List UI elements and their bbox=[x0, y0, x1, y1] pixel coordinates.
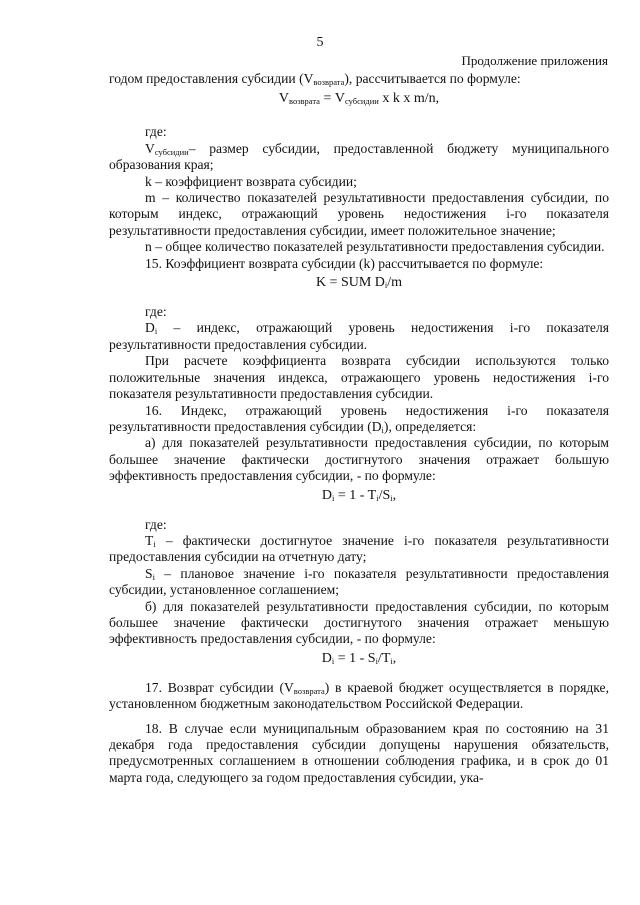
definition-v-subsidii: $V_{субсидии}-$ размер субсидии, предоставленной бюджету муниципального образования края; bbox=[109, 140, 609, 173]
paragraph-17: 17. Возврат субсидии $(V_{возврата})$ в краевой бюджет осуществляется в порядке, установленном бюджетным законодательством Российской Федерации. bbox=[109, 679, 609, 712]
paragraph-16b: б) для показателей результативности предоставления субсидии, по которым большее значение фактически достигнутого значения отражает меньшую эффективность предоставления субсидии, - по формуле: bbox=[109, 598, 609, 647]
page-number: 5 bbox=[316, 35, 324, 50]
where-label: где: bbox=[145, 516, 167, 532]
paragraph-positive-values: При расчете коэффициента возврата субсидии используются только положительные значения индекса, отражающего уровень недостижения i-го показателя результативности предоставления субсидии. bbox=[109, 353, 609, 402]
definition-s: $S_i$ – плановое значение i-го показателя результативности предоставления субсидии, установленное соглашением; bbox=[109, 565, 609, 598]
definition-t: $T_i$ – фактически достигнутое значение i-го показателя результативности предоставления субсидии на отчетную дату; bbox=[109, 532, 609, 565]
definition-k: k – коэффициент возврата субсидии; bbox=[145, 173, 357, 189]
formula-d-a: $D_i = 1 - T_i/S_i$, bbox=[321, 487, 397, 503]
paragraph-16: 16. Индекс, отражающий уровень недостижения i-го показателя результативности предоставления субсидии $(D_i)$, определяется: bbox=[109, 402, 609, 435]
appendix-note: Продолжение приложения bbox=[461, 53, 608, 68]
formula-d-b: $D_i = 1 - S_i/T_i$, bbox=[321, 650, 397, 666]
definition-n: n – общее количество показателей результативности предоставления субсидии. bbox=[145, 239, 605, 255]
definition-d: $D_i$ – индекс, отражающий уровень недостижения i-го показателя результативности предоставления субсидии. bbox=[109, 320, 609, 352]
paragraph-18: 18. В случае если муниципальным образованием края по состоянию на 31 декабря года предоставления субсидии допущены нарушения обязательств, предусмотренных соглашением в отношении соблюдения графика, и в срок до 01 марта года, следующего за годом предоставления субсидии, ука- bbox=[109, 720, 609, 785]
paragraph-16a: а) для показателей результативности предоставления субсидии, по которым большее значение фактически достигнутого значения отражает большую эффективность предоставления субсидии, - по формуле: bbox=[109, 435, 609, 484]
definition-m: m – количество показателей результативности предоставления субсидии, по которым индекс, отражающий уровень недостижения i-го показателя результативности предоставления субсидии, имеет положительное значение; bbox=[109, 190, 609, 238]
paragraph-intro: годом предоставления субсидии $(V_{возврата})$, рассчитывается по формуле: bbox=[109, 71, 521, 87]
formula-v-vozvrata: $V_{возврата} = V_{субсидии}$ x k x m/n, bbox=[278, 91, 440, 107]
where-label: где: bbox=[145, 124, 167, 140]
paragraph-15: 15. Коэффициент возврата субсидии (k) рассчитывается по формуле: bbox=[145, 255, 544, 271]
document-body bbox=[109, 71, 609, 786]
where-label: где: bbox=[145, 304, 167, 320]
formula-k: K = SUM $D_i/m$ bbox=[315, 275, 403, 291]
